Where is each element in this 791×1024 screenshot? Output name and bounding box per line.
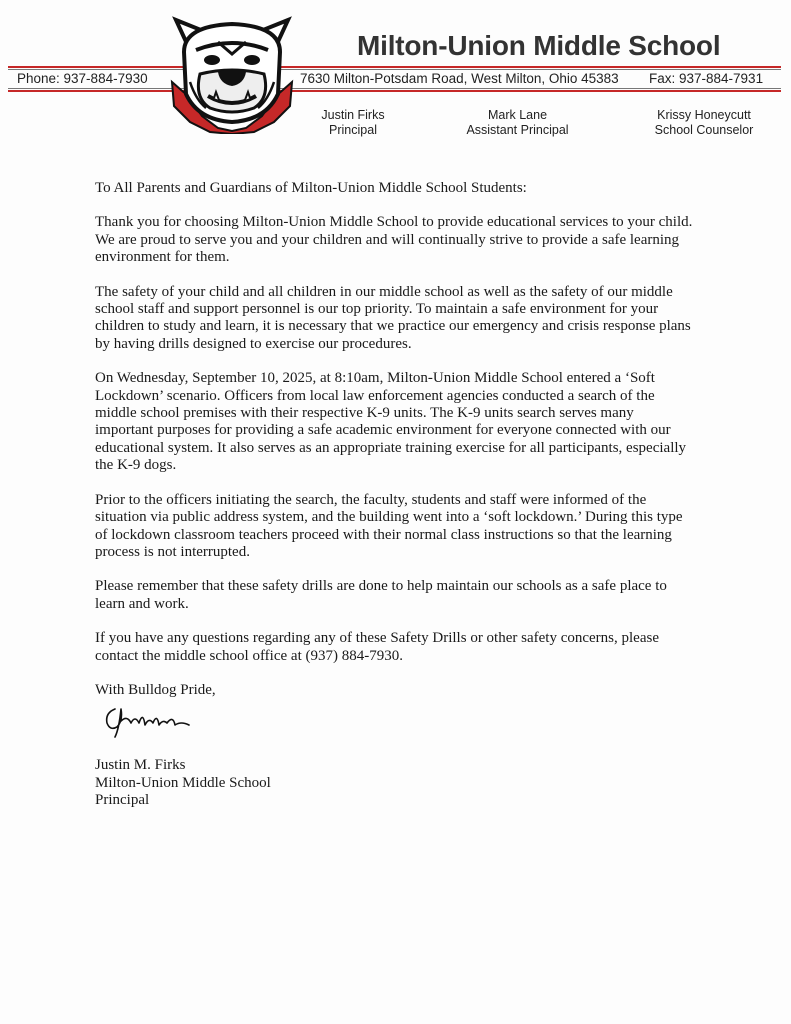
letter-body [95,180,695,810]
header-rule-top-gray [8,69,781,70]
staff-principal [303,108,403,138]
paragraph: Prior to the officers initiating the search, the faculty, students and staff were informed of the situation via public address system, and the building went into a ‘soft lockdown.’ During this type of lockdown classroom teachers proceed with their normal class instructions so that the learning process is not interrupted. [95,491,683,560]
staff-title: Assistant Principal [466,123,569,137]
staff-title: Principal [329,123,377,137]
staff-name: Justin Firks [321,108,385,122]
paragraph: Please remember that these safety drills are done to help maintain our schools as a safe place to learn and work. [95,578,667,612]
phone-number: Phone: 937-884-7930 [17,71,148,86]
staff-name: Krissy Honeycutt [657,108,751,122]
paragraph: On Wednesday, September 10, 2025, at 8:10am, Milton-Union Middle School entered a ‘Soft Lockdown’ scenario. Officers from local law enforcement agencies conducted a search of the middle school premises with their respective K-9 units. The K-9 units search serves many important purposes for providing a safe academic environment for everyone connected with our educational system. It also serves as an appropriate training exercise for all participants, especially the K-9 dogs. [95,370,687,474]
signer-block [95,757,695,809]
fax-number: Fax: 937-884-7931 [649,71,764,86]
paragraph: Thank you for choosing Milton-Union Middle School to provide educational services to your child. We are proud to serve you and your children and will continually strive to provide a safe learning environment for them. [95,214,693,266]
header-rule-bottom-gray [8,88,781,89]
school-name: Milton-Union Middle School [357,30,721,61]
staff-title: School Counselor [654,123,754,137]
signer-name: Justin M. Firks [95,757,186,774]
paragraph: If you have any questions regarding any of these Safety Drills or other safety concerns, please contact the middle school office at (937) 884-7930. [95,630,659,664]
header-rule-bottom-red [8,90,781,92]
staff-school-counselor [644,108,764,138]
bulldog-logo-icon [166,12,298,134]
staff-assistant-principal [455,108,580,138]
signer-title: Principal [95,792,150,809]
signature-icon [101,701,196,741]
paragraph: The safety of your child and all children in our middle school as well as the safety of our middle school staff and support personnel is our top priority. To maintain a safe environment for your children to study and learn, it is necessary that we practice our emergency and crisis response plans by having drills designed to exercise our procedures. [95,283,691,352]
header-rule-top-red [8,66,781,68]
salutation: To All Parents and Guardians of Milton-Union Middle School Students: [95,180,527,196]
signer-organization: Milton-Union Middle School [95,774,271,791]
closing: With Bulldog Pride, [95,681,216,698]
staff-name: Mark Lane [487,108,548,122]
school-address: 7630 Milton-Potsdam Road, West Milton, Ohio 45383 [300,71,619,86]
